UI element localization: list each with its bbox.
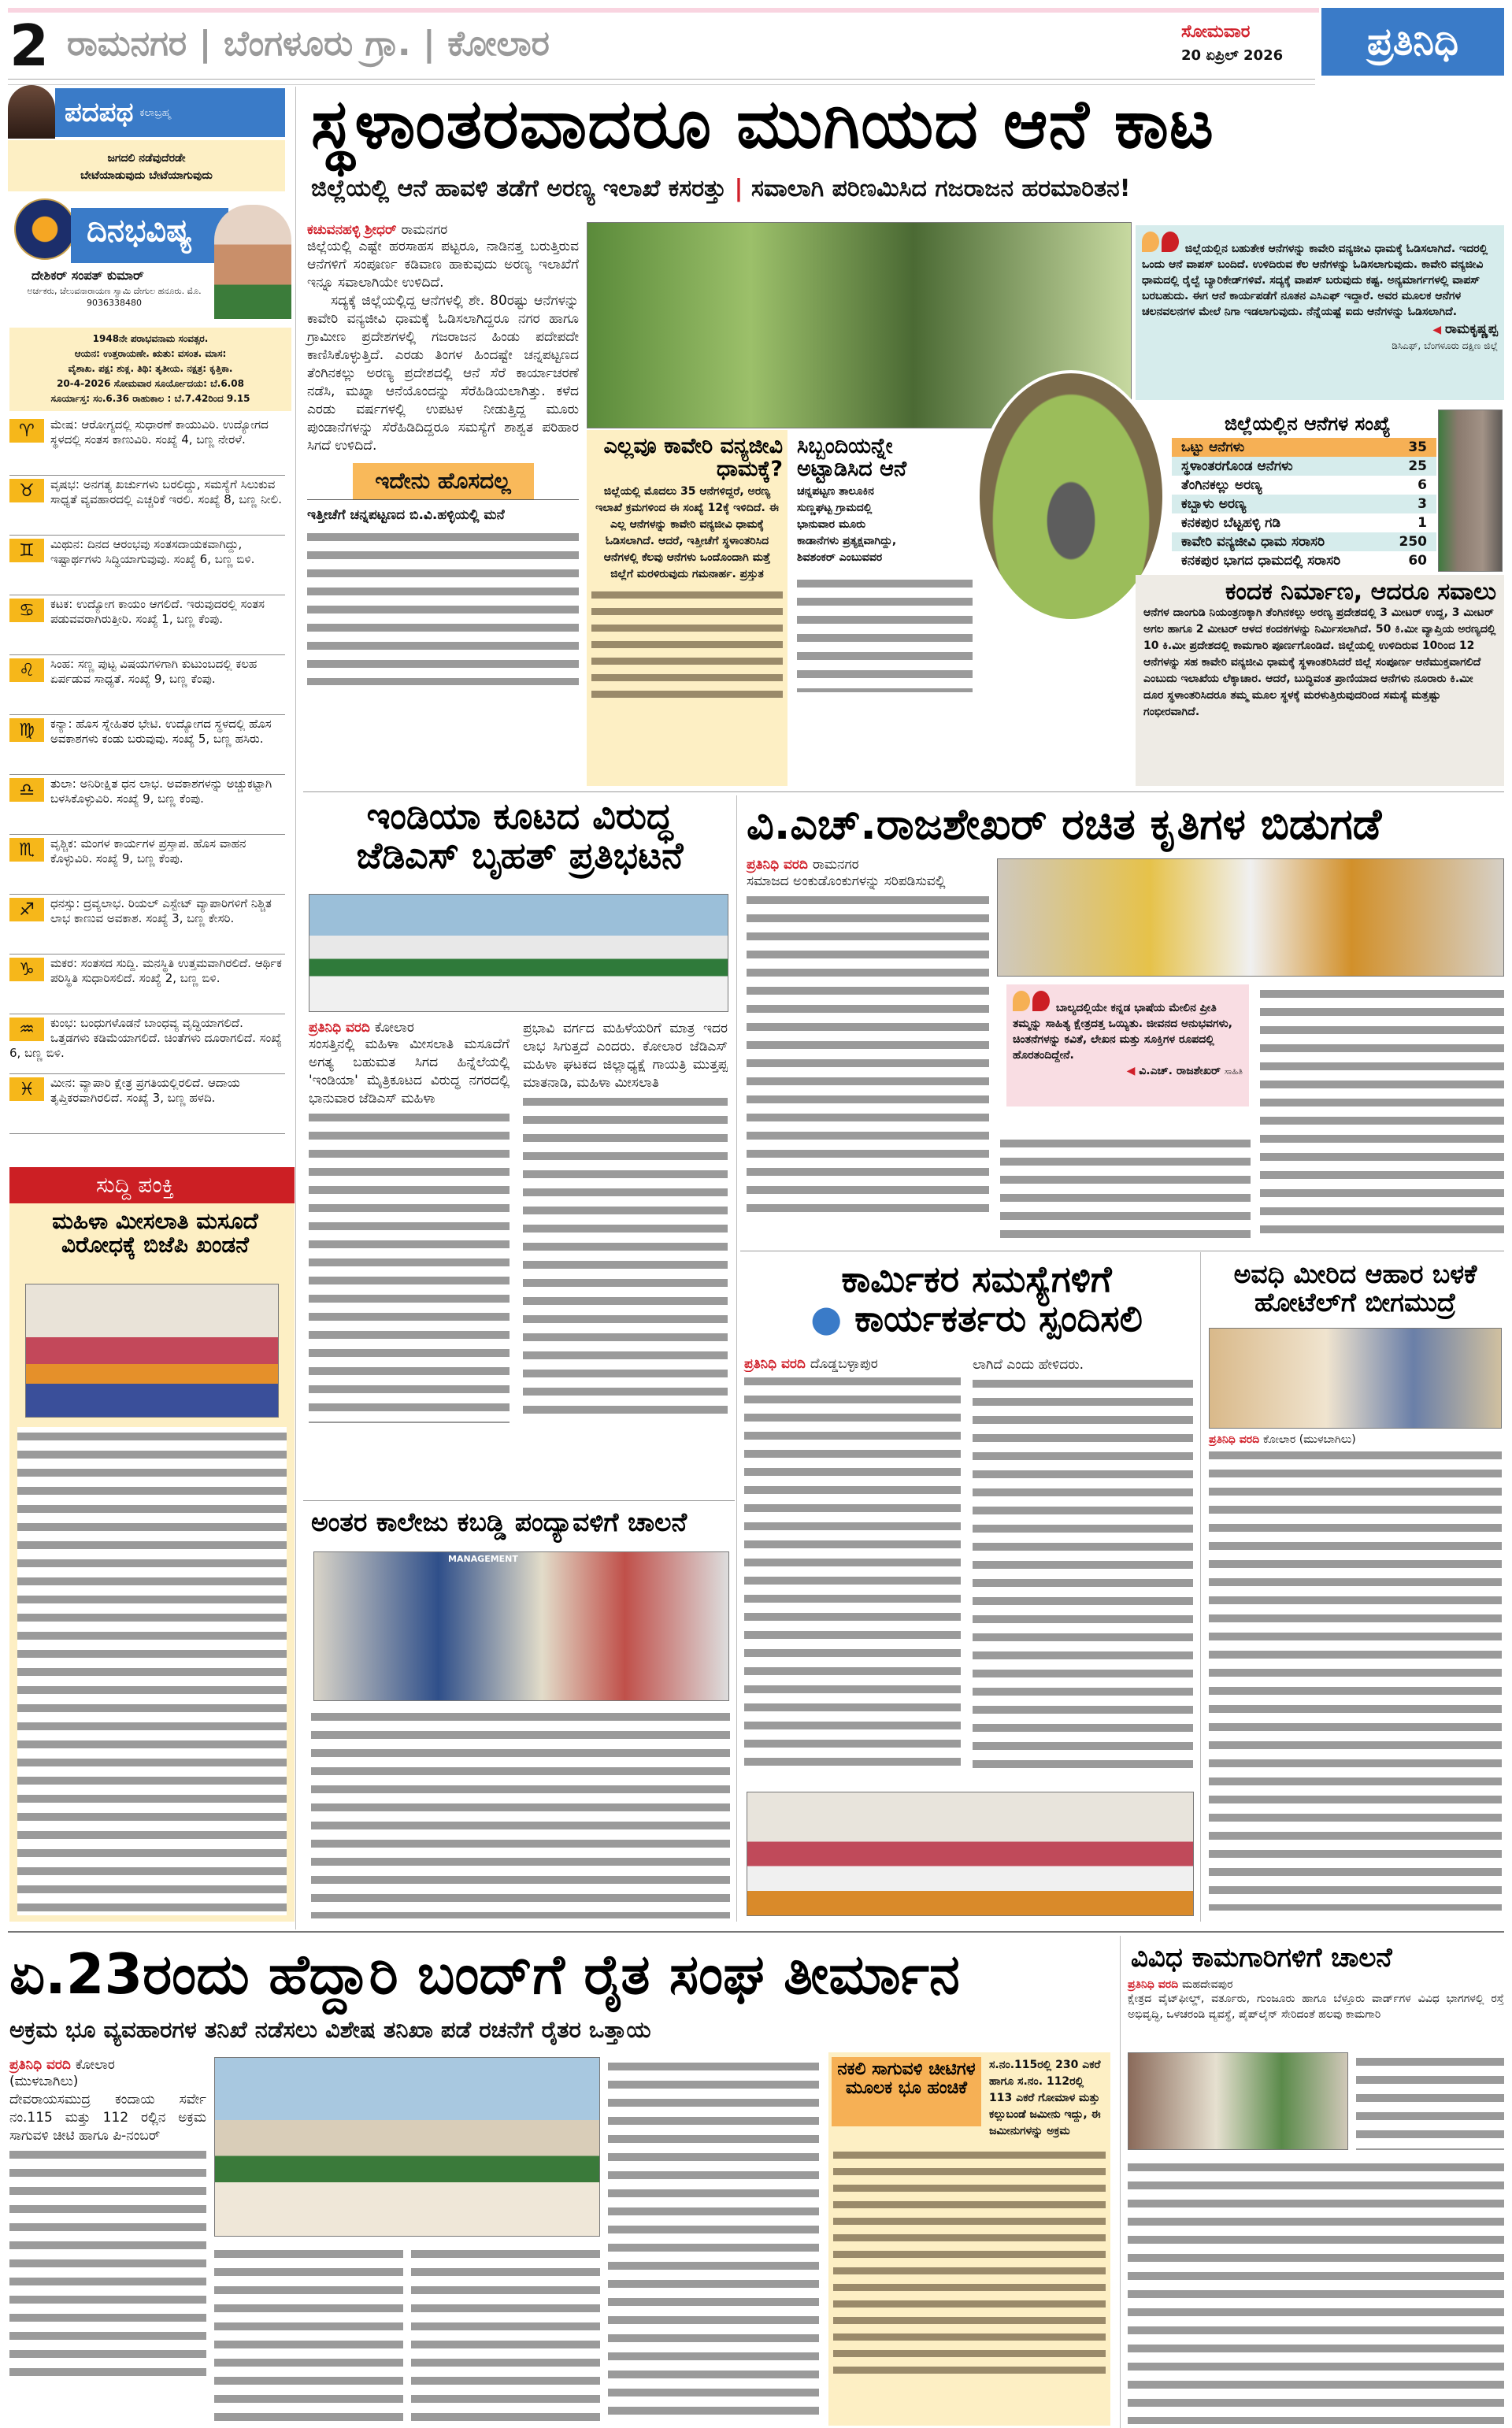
taurus-icon: ♉ bbox=[9, 479, 44, 502]
article-text bbox=[523, 1092, 728, 1423]
workers-meeting-photo bbox=[747, 1792, 1194, 1916]
quote-line: ಜಗದಲಿ ನಡೆವುದೆರಡೇ bbox=[107, 152, 186, 165]
cancer-icon: ♋ bbox=[9, 599, 44, 622]
zodiac-item bbox=[9, 895, 285, 955]
article-paragraph: ಇತ್ತೀಚೆಗೆ ಚನ್ನಪಟ್ಟಣದ ಬಿ.ವಿ.ಹಳ್ಳಿಯಲ್ಲಿ ಮನೆ bbox=[307, 507, 505, 523]
table-cell-value: 250 bbox=[1399, 534, 1427, 550]
table-cell-value: 25 bbox=[1408, 458, 1427, 474]
quote-author-title: ಡಿಸಿಎಫ್, ಬೆಂಗಳೂರು ದಕ್ಷಿಣ ಜಿಲ್ಲೆ bbox=[1392, 340, 1498, 351]
article-text bbox=[973, 1374, 1193, 1776]
zodiac-item bbox=[9, 835, 285, 895]
section-title: ರಾಮನಗರ | ಬೆಂಗಳೂರು ಗ್ರಾ. | ಕೋಲಾರ bbox=[67, 24, 550, 64]
avadhi-article bbox=[1209, 1433, 1502, 1911]
table-row bbox=[1172, 457, 1436, 476]
byline-place: ದೊಡ್ಡಬಳ್ಳಾಪುರ bbox=[810, 1356, 878, 1372]
byline bbox=[307, 222, 579, 238]
table-cell-label: ಕಬ್ಬಾಳು ಅರಣ್ಯ bbox=[1181, 496, 1247, 512]
column-divider bbox=[1120, 1936, 1121, 2428]
article-text bbox=[214, 2245, 403, 2424]
zodiac-item bbox=[9, 715, 285, 775]
article-text bbox=[608, 2057, 819, 2424]
rajashekar-headline: ವಿ.ಎಚ್.ರಾಜಶೇಖರ್ ರಚಿತ ಕೃತಿಗಳ ಬಿಡುಗಡೆ bbox=[747, 799, 1382, 849]
aries-icon: ♈ bbox=[9, 419, 44, 443]
works-inauguration-photo bbox=[1128, 2052, 1348, 2150]
article-text bbox=[591, 586, 783, 704]
horoscope-title: ದಿನಭವಿಷ್ಯ bbox=[87, 213, 192, 249]
india-article bbox=[309, 1020, 728, 1492]
zodiac-text: ಕಟಕ: ಉದ್ಯೋಗ ಕಾಯಂ ಆಗಲಿದೆ. ಇರುವುದರಲ್ಲಿ ಸಂತಸ ಪಡುವವರಾಗಿರುತ್ತೀರಿ. ಸಂಖ್ಯೆ 1, ಬಣ್ಣ ಕೆಂಪು. bbox=[50, 597, 265, 626]
quote-line: ಬೇಟೆಯಾಡುವುದು ಬೇಟೆಯಾಗುವುದು bbox=[80, 169, 213, 182]
pisces-icon: ♓ bbox=[9, 1077, 44, 1101]
padapatha-box bbox=[8, 85, 285, 191]
article-text bbox=[9, 2145, 206, 2382]
zodiac-item bbox=[9, 536, 285, 595]
side-box-text: ಜಿಲ್ಲೆಯಲ್ಲಿ ಮೊದಲು 35 ಆನೆಗಳಿದ್ದರೆ, ಅರಣ್ಯ ಇಲಾಖೆ ಕ್ರಮಗಳಿಂದ ಈ ಸಂಖ್ಯೆ 12ಕ್ಕೆ ಇಳಿದಿದೆ. ಈ ಎಲ್ಲ ಆನೆಗಳನ್ನು ಕಾವೇರಿ ವನ್ಯಜೀವಿ ಧಾಮಕ್ಕೆ ಓಡಿಸಲಾಗಿದೆ. ಆದರೆ, ಇತ್ತೀಚೆಗೆ ಸ್ಥಳಾಂತರಿಸಿದ ಆನೆಗಳಲ್ಲಿ ಕೆಲವು ಆನೆಗಳು ಒಂದೊಂದಾಗಿ ಮತ್ತೆ ಜಿಲ್ಲೆಗೆ ಮರಳಿರುವುದು ಗಮನಾರ್ಹ. ಪ್ರಸ್ತುತ bbox=[595, 485, 779, 581]
byline-place: ರಾಮನಗರ bbox=[812, 857, 859, 873]
article-text bbox=[307, 528, 579, 685]
article-paragraph: ಕ್ಷೇತ್ರದ ವೈಟ್‌ಫೀಲ್ಡ್, ವರ್ತೂರು, ಗುಂಜೂರು ಹಾಗೂ ಬೆಳ್ತೂರು ವಾರ್ಡ್‌ಗಳ ವಿವಿಧ ಭಾಗಗಳಲ್ಲಿ ರಸ್ತೆ ಅಭಿವೃದ್ಧಿ, ಒಳಚರಂಡಿ ವ್ಯವಸ್ಥೆ, ಪೈಪ್‌ಲೈನ್ ಸೇರಿದಂತೆ ಹಲವು ಕಾಮಗಾರಿ bbox=[1128, 1992, 1504, 2021]
byline-place: ಕೋಲಾರ bbox=[374, 1020, 414, 1036]
bandh-headline: ಏ.23ರಂದು ಹೆದ್ದಾರಿ ಬಂದ್‌ಗೆ ರೈತ ಸಂಘ ತೀರ್ಮಾನ bbox=[9, 1942, 960, 2007]
divider bbox=[303, 791, 1504, 792]
table-cell-label: ಕಾವೇರಿ ವನ್ಯಜೀವಿ ಧಾಮ ಸರಾಸರಿ bbox=[1181, 534, 1325, 550]
zodiac-text: ಕನ್ಯಾ: ಹೊಸ ಸ್ನೇಹಿತರ ಭೇಟಿ. ಉದ್ಯೋಗದ ಸ್ಥಳದಲ್ಲಿ ಹೊಸ ಅವಕಾಶಗಳು ಕಂಡು ಬರುವುವು. ಸಂಖ್ಯೆ 5, ಬಣ್ಣ ಹಸಿರು. bbox=[50, 717, 272, 746]
bjp-protest-photo bbox=[25, 1284, 279, 1418]
bandh-article bbox=[9, 2057, 206, 2382]
suddi-headline: ಮಹಿಳಾ ಮೀಸಲಾತಿ ಮಸೂದೆ ವಿರೋಧಕ್ಕೆ ಬಿಜೆಪಿ ಖಂಡನೆ bbox=[52, 1208, 258, 1258]
rajashekar-article bbox=[747, 857, 989, 1221]
quote-author: ರಾಮಕೃಷ್ಣಪ್ಪ bbox=[1445, 321, 1498, 337]
byline-name: ಪ್ರತಿನಿಧಿ ವರದಿ bbox=[1209, 1433, 1260, 1446]
box-title: ನಕಲಿ ಸಾಗುವಳಿ ಚೀಟಿಗಳ ಮೂಲಕ ಭೂ ಹಂಚಿಕೆ bbox=[832, 2057, 981, 2126]
byline-name: ಪ್ರತಿನಿಧಿ ವರದಿ bbox=[9, 2057, 71, 2073]
side-box-title: ಸಿಬ್ಬಂದಿಯನ್ನೇ ಅಟ್ಟಾಡಿಸಿದ ಆನೆ bbox=[797, 434, 907, 482]
quote-text: ಬಾಲ್ಯದಲ್ಲಿಯೇ ಕನ್ನಡ ಭಾಷೆಯ ಮೇಲಿನ ಪ್ರೀತಿ ತಮ್ಮನ್ನು ಸಾಹಿತ್ಯ ಕ್ಷೇತ್ರದತ್ತ ಒಯ್ಯಿತು. ಜೀವನದ ಅನುಭವಗಳು, ಚಿಂತನೆಗಳನ್ನು ಕವಿತೆ, ಲೇಖನ ಮತ್ತು ಸೂಕ್ತಿಗಳ ರೂಪದಲ್ಲಿ ಹೊರತಂದಿದ್ದೇನೆ. bbox=[1013, 1002, 1232, 1062]
zodiac-text: ಕುಂಭ: ಬಂಧುಗಳೊಡನೆ ಬಾಂಧವ್ಯ ವೃದ್ಧಿಯಾಗಲಿದೆ. ಒತ್ತಡಗಳು ಕಡಿಮೆಯಾಗಲಿದೆ. ಚಿಂತೆಗಳು ದೂರಾಗಲಿದೆ. ಸಂಖ್ಯೆ 6, ಬಣ್ಣ ಬಿಳಿ. bbox=[9, 1016, 282, 1060]
panchanga-line: ಸೂರ್ಯಾಸ್ತ: ಸಂ.6.36 ರಾಹುಕಾಲ : ಬೆ.7.42ರಿಂದ 9.15 bbox=[50, 393, 250, 404]
trench-text: ಆನೆಗಳ ದಾಂಗುಡಿ ನಿಯಂತ್ರಣಕ್ಕಾಗಿ ತೆಂಗಿನಕಲ್ಲು ಅರಣ್ಯ ಪ್ರದೇಶದಲ್ಲಿ 3 ಮೀಟರ್ ಉದ್ದ, 3 ಮೀಟರ್ ಅಗಲ ಹಾಗೂ 2 ಮೀಟರ್ ಆಳದ ಕಂದಕಗಳನ್ನು ನಿರ್ಮಿಸಲಾಗಿದೆ. 50 ಕಿ.ಮೀ ವ್ಯಾಪ್ತಿಯ ಅರಣ್ಯದಲ್ಲಿ 10 ಕಿ.ಮೀ ಪ್ರದೇಶದಲ್ಲಿ ಕಾಮಗಾರಿ ಪೂರ್ಣಗೊಂಡಿದೆ. ಜಿಲ್ಲೆಯಲ್ಲಿ ಉಳಿದಿರುವ 10ರಿಂದ 12 ಆನೆಗಳನ್ನು ಸಹ ಕಾವೇರಿ ವನ್ಯಜೀವಿ ಧಾಮಕ್ಕೆ ಸ್ಥಳಾಂತರಿಸಿದರೆ ಜಿಲ್ಲೆ ಸಂಪೂರ್ಣ ಆನೆಮುಕ್ತವಾಗಲಿದೆ ಎಂಬುದು ಇಲಾಖೆಯ ಲೆಕ್ಕಾಚಾರ. ಆದರೆ, ಬುದ್ಧಿವಂತ ಪ್ರಾಣಿಯಾದ ಆನೆಗಳು ನೂರಾರು ಕಿ.ಮೀ ದೂರ ಸ್ಥಳಾಂತರಿಸಿದರೂ ತಮ್ಮ ಮೂಲ ಸ್ಥಳಕ್ಕೆ ಮರಳುತ್ತಿರುವುದರಿಂದ ಸಮಸ್ಯೆ ಮತ್ತಷ್ಟು ಗಂಭೀರವಾಗಿದೆ. bbox=[1143, 606, 1496, 719]
byline bbox=[1128, 1978, 1504, 1991]
byline-name: ಪ್ರತಿನಿಧಿ ವರದಿ bbox=[744, 1356, 806, 1372]
zodiac-item bbox=[9, 595, 285, 655]
quote-author-title: ಸಾಹಿತಿ bbox=[1224, 1066, 1243, 1077]
divider bbox=[303, 1500, 735, 1501]
panchanga-box bbox=[9, 328, 291, 411]
book-release-photo bbox=[997, 858, 1504, 977]
article-text bbox=[1128, 2158, 1504, 2424]
table-cell-label: ಒಟ್ಟು ಆನೆಗಳು bbox=[1181, 439, 1245, 455]
zodiac-item bbox=[9, 775, 285, 835]
zodiac-text: ತುಲಾ: ಅನಿರೀಕ್ಷಿತ ಧನ ಲಾಭ. ಅವಕಾಶಗಳನ್ನು ಅಚ್ಚುಕಟ್ಟಾಗಿ ಬಳಸಿಕೊಳ್ಳುವಿರಿ. ಸಂಖ್ಯೆ 9, ಬಣ್ಣ ಕೆಂಪು. bbox=[50, 777, 272, 806]
elephant-count-table bbox=[1172, 438, 1436, 570]
table-cell-value: 60 bbox=[1408, 553, 1427, 569]
header-rule bbox=[8, 8, 1319, 13]
trench-box bbox=[1136, 575, 1504, 786]
zodiac-text: ಮಕರ: ಸಂತಸದ ಸುದ್ದಿ. ಮನಸ್ಥಿತಿ ಉತ್ತಮವಾಗಿರಲಿದೆ. ಆರ್ಥಿಕ ಪರಿಸ್ಥಿತಿ ಸುಧಾರಿಸಲಿದೆ. ಸಂಖ್ಯೆ 2, ಬಣ್ಣ ಬಿಳಿ. bbox=[50, 956, 282, 985]
box-title: ಇದೇನು ಹೊಸದಲ್ಲ bbox=[353, 463, 534, 499]
zodiac-text: ವೃಶ್ಚಿಕ: ಮಂಗಳ ಕಾರ್ಯಗಳ ಪ್ರಸ್ತಾಪ. ಹೊಸ ವಾಹನ ಕೊಳ್ಳುವಿರಿ. ಸಂಖ್ಯೆ 9, ಬಣ್ಣ ಕೆಂಪು. bbox=[50, 836, 246, 866]
table-cell-value: 35 bbox=[1408, 439, 1427, 455]
article-text bbox=[411, 2245, 600, 2424]
divider bbox=[8, 79, 1315, 80]
byline-name: ಪ್ರತಿನಿಧಿ ವರದಿ bbox=[747, 857, 808, 873]
zodiac-text: ವೃಷಭ: ಅನಗತ್ಯ ಖರ್ಚುಗಳು ಬರಲಿದ್ದು, ಸಮಸ್ಯೆಗೆ ಸಿಲುಕುವ ಸಾಧ್ಯತೆ ವ್ಯವಹಾರದಲ್ಲಿ ಎಚ್ಚರಿಕೆ ಇರಲಿ. ಸಂಖ್ಯೆ 8, ಬಣ್ಣ ನೀಲಿ. bbox=[50, 477, 282, 506]
table-cell-value: 1 bbox=[1418, 515, 1427, 531]
zodiac-item bbox=[9, 1074, 285, 1134]
column-divider bbox=[736, 795, 737, 1922]
byline-name: ಪ್ರತಿನಿಧಿ ವರದಿ bbox=[1128, 1978, 1179, 1991]
quote-icon bbox=[1142, 232, 1159, 252]
table-cell-label: ಸ್ಥಳಾಂತರಗೊಂಡ ಆನೆಗಳು bbox=[1181, 458, 1293, 474]
padapatha-header bbox=[55, 88, 285, 137]
table-row bbox=[1172, 476, 1436, 495]
subhead-part: ಜಿಲ್ಲೆಯಲ್ಲಿ ಆನೆ ಹಾವಳಿ ತಡೆಗೆ ಅರಣ್ಯ ಇಲಾಖೆ ಕಸರತ್ತು bbox=[311, 175, 727, 202]
quote-author: ವಿ.ಎಚ್. ರಾಜಶೇಖರ್ bbox=[1139, 1065, 1221, 1077]
headline-accent: ● bbox=[810, 1296, 843, 1340]
astrologer-name: ದೇಶಿಕರ್ ಸಂಪತ್ ಕುಮಾರ್ bbox=[32, 268, 144, 283]
subhead-part: ಸವಾಲಾಗಿ ಪರಿಣಮಿಸಿದ ಗಜರಾಜನ ಹರಮಾರಿತನ! bbox=[750, 175, 1131, 202]
horoscope-section bbox=[8, 198, 291, 1155]
headline-line: ಕಾರ್ಮಿಕರ ಸಮಸ್ಯೆಗಳಿಗೆ bbox=[841, 1258, 1112, 1300]
box-text: ಸ.ನಂ.115ರಲ್ಲಿ 230 ಎಕರೆ ಹಾಗೂ ಸ.ನಂ. 112ರಲ್ಲಿ 113 ಎಕರೆ ಗೋಮಾಳ ಮತ್ತು ಕಲ್ಲುಬಂಡೆ ಜಮೀನು ಇದ್ದು, ಈ ಜಮೀನುಗಳನ್ನು ಅಕ್ರಮ bbox=[989, 2059, 1101, 2137]
padapatha-author: ಕಲಾಬ್ರಹ್ಮ bbox=[139, 106, 171, 119]
suddi-pankti-label: ಸುದ್ದಿ ಪಂಕ್ತಿ bbox=[9, 1167, 295, 1203]
article-text bbox=[747, 891, 989, 1221]
lead-column bbox=[307, 222, 579, 785]
article-text bbox=[797, 574, 973, 692]
table-cell-value: 3 bbox=[1418, 496, 1427, 512]
lead-subhead: ಜಿಲ್ಲೆಯಲ್ಲಿ ಆನೆ ಹಾವಳಿ ತಡೆಗೆ ಅರಣ್ಯ ಇಲಾಖೆ ಕಸರತ್ತು | ಸವಾಲಾಗಿ ಪರಿಣಮಿಸಿದ ಗಜರಾಜನ ಹರಮಾರಿತನ! bbox=[311, 175, 1131, 202]
astrologer-photo bbox=[214, 205, 291, 319]
side-box-title: ಎಲ್ಲವೂ ಕಾವೇರಿ ವನ್ಯಜೀವಿ ಧಾಮಕ್ಕೆ? bbox=[603, 434, 783, 482]
article-paragraph: ದೇವರಾಯಸಮುದ್ರ ಕಂದಾಯ ಸರ್ವೇ ನಂ.115 ಮತ್ತು 112 ರಲ್ಲಿನ ಅಕ್ರಮ ಸಾಗುವಳಿ ಚೀಟಿ ಹಾಗೂ ಪಿ-ನಂಬರ್ bbox=[9, 2092, 206, 2144]
table-row bbox=[1172, 551, 1436, 570]
article-paragraph: ಲಾಗಿದೆ ಎಂದು ಹೇಳಿದರು. bbox=[973, 1357, 1084, 1373]
zodiac-text: ಮೇಷ: ಆರೋಗ್ಯದಲ್ಲಿ ಸುಧಾರಣೆ ಕಾಯುವಿರಿ. ಉದ್ಯೋಗದ ಸ್ಥಳದಲ್ಲಿ ಸಂತಸ ಕಾಣುವಿರಿ. ಸಂಖ್ಯೆ 4, ಬಣ್ಣ ನೇರಳೆ. bbox=[50, 417, 269, 447]
byline bbox=[1209, 1433, 1502, 1446]
article-text bbox=[744, 1372, 961, 1774]
article-text bbox=[311, 1707, 730, 1918]
vividha-article bbox=[1128, 1978, 1504, 2022]
article-text bbox=[1209, 1446, 1502, 1911]
aquarius-icon: ♒ bbox=[9, 1018, 44, 1041]
columnist-photo bbox=[8, 85, 55, 139]
zodiac-item bbox=[9, 476, 285, 536]
article-paragraph: ಸದ್ಯಕ್ಕೆ ಜಿಲ್ಲೆಯಲ್ಲಿದ್ದ ಆನೆಗಳಲ್ಲಿ ಶೇ. 80ರಷ್ಟು ಆನೆಗಳನ್ನು ಕಾವೇರಿ ವನ್ಯಜೀವಿ ಧಾಮಕ್ಕೆ ಓಡಿಸಲಾಗಿದ್ದರೂ ನಗರ ಹಾಗೂ ಗ್ರಾಮೀಣ ಪ್ರದೇಶಗಳಲ್ಲಿ ಗಜರಾಜನ ಹಿಂಡು ಪದೇಪದೇ ಕಾಣಿಸಿಕೊಳ್ಳುತ್ತಿದೆ. ಎರಡು ತಿಂಗಳ ಹಿಂದಷ್ಟೇ ಚನ್ನಪಟ್ಟಣದ ತೆಂಗಿನಕಲ್ಲು ಅರಣ್ಯ ಪ್ರದೇಶದಲ್ಲಿ ಆನೆ ಸೆರೆ ಕಾರ್ಯಾಚರಣೆ ನಡೆಸಿ, ಮಖ್ನಾ ಆನೆಯೊಂದನ್ನು ಸೆರೆಹಿಡಿಯಲಾಗಿತ್ತು. ಕಳೆದ ಎರಡು ವರ್ಷಗಳಲ್ಲಿ ಉಪಟಳ ನೀಡುತ್ತಿದ್ದ ಮೂರು ಪುಂಡಾನೆಗಳನ್ನು ಸೆರೆಹಿಡಿದಿದ್ದರೂ ಸಮಸ್ಯೆಗೆ ಶಾಶ್ವತ ಪರಿಹಾರ ಸಿಗದೆ ಉಳಿದಿದೆ. bbox=[307, 293, 579, 454]
article-paragraph: ಜಿಲ್ಲೆಯಲ್ಲಿ ಎಷ್ಟೇ ಹರಸಾಹಸ ಪಟ್ಟರೂ, ನಾಡಿನತ್ತ ಬರುತ್ತಿರುವ ಆನೆಗಳಿಗೆ ಸಂಪೂರ್ಣ ಕಡಿವಾಣ ಹಾಕುವುದು ಅರಣ್ಯ ಇಲಾಖೆಗೆ ಇನ್ನೂ ಸವಾಲಾಗಿಯೇ ಉಳಿದಿದೆ. bbox=[307, 239, 579, 291]
byline-place: ಮಹದೇವಪುರ bbox=[1182, 1978, 1233, 1991]
weekday: ಸೋಮವಾರ bbox=[1181, 22, 1251, 42]
table-cell-label: ತೆಂಗಿನಕಲ್ಲು ಅರಣ್ಯ bbox=[1181, 477, 1262, 493]
sagittarius-icon: ♐ bbox=[9, 898, 44, 921]
zodiac-text: ಧನಸ್ಸು: ದ್ರವ್ಯಲಾಭ. ರಿಯಲ್ ಎಸ್ಟೇಟ್ ವ್ಯಾಪಾರಿಗಳಿಗೆ ನಿಶ್ಚಿತ ಲಾಭ ಕಾಣುವ ಅವಕಾಶ. ಸಂಖ್ಯೆ 3, ಬಣ್ಣ ಕೇಸರಿ. bbox=[50, 896, 272, 925]
article-paragraph: ಸಮಾಜದ ಅಂಕುಡೊಂಕುಗಳನ್ನು ಸರಿಪಡಿಸುವಲ್ಲಿ bbox=[747, 873, 946, 889]
byline bbox=[309, 1020, 510, 1036]
byline-place: ರಾಮನಗರ bbox=[401, 222, 448, 238]
trench-title: ಕಂದಕ ನಿರ್ಮಾಣ, ಆದರೂ ಸವಾಲು bbox=[1225, 578, 1496, 606]
padapatha-quote bbox=[8, 140, 285, 191]
panchanga-line: 20-4-2026 ಸೋಮವಾರ ಸೂರ್ಯೋದಯ: ಬೆ.6.08 bbox=[57, 378, 244, 389]
article-text bbox=[1356, 2052, 1504, 2150]
side-box-kaveri bbox=[587, 430, 788, 786]
capricorn-icon: ♑ bbox=[9, 958, 44, 981]
astrologer-info: ಅರ್ಚಕರು, ಚೆಲುವನಾರಾಯಣ ಸ್ವಾಮಿ ದೇಗುಲ ಹನೂರು. ಮೊ. 9036338480 bbox=[27, 286, 202, 308]
zodiac-item bbox=[9, 416, 285, 476]
zodiac-item bbox=[9, 955, 285, 1014]
zodiac-text: ಸಿಂಹ: ಸಣ್ಣ ಪುಟ್ಟ ವಿಷಯಗಳಿಗಾಗಿ ಕುಟುಂಬದಲ್ಲಿ ಕಲಹ ಏರ್ಪಡುವ ಸಾಧ್ಯತೆ. ಸಂಖ್ಯೆ 9, ಬಣ್ಣ ಕೆಂಪು. bbox=[50, 657, 258, 686]
table-row bbox=[1172, 532, 1436, 551]
article-text bbox=[17, 1427, 287, 1915]
divider bbox=[8, 1931, 1504, 1933]
avadhi-headline: ಅವಧಿ ಮೀರಿದ ಆಹಾರ ಬಳಕೆ ಹೋಟೆಲ್‌ಗೆ ಬೀಗಮುದ್ರೆ bbox=[1233, 1258, 1477, 1318]
scorpio-icon: ♏ bbox=[9, 838, 44, 862]
zodiac-item bbox=[9, 1014, 285, 1074]
column-divider bbox=[295, 87, 296, 1929]
issue-date: 20 ಏಪ್ರಿಲ್ 2026 bbox=[1181, 47, 1284, 64]
divider bbox=[307, 499, 579, 500]
quote-icon bbox=[1013, 991, 1030, 1011]
jds-protest-photo bbox=[309, 894, 728, 1012]
article-paragraph: ಪ್ರಭಾವಿ ವರ್ಗದ ಮಹಿಳೆಯರಿಗೆ ಮಾತ್ರ ಇದರ ಲಾಭ ಸಿಗುತ್ತದೆ ಎಂದರು. ಕೋಲಾರ ಜೆಡಿಎಸ್ ಮಹಿಳಾ ಘಟಕದ ಜಿಲ್ಲಾಧ್ಯಕ್ಷೆ ಗಾಯತ್ರಿ ಮುತ್ತಪ್ಪ ಮಾತನಾಡಿ, ಮಹಿಳಾ ಮೀಸಲಾತಿ bbox=[523, 1021, 728, 1091]
article-text bbox=[1260, 984, 1504, 1243]
byline-place: ಕೋಲಾರ (ಮುಳಬಾಗಿಲು) bbox=[1263, 1433, 1356, 1446]
panchanga-line: 1948ನೇ ಪರಾಭವನಾಮ ಸಂವತ್ಸರ. bbox=[92, 333, 209, 344]
banner-text: MANAGEMENT bbox=[448, 1554, 518, 1564]
table-cell-value: 6 bbox=[1418, 477, 1427, 493]
column-divider bbox=[1200, 1252, 1201, 1922]
gemini-icon: ♊ bbox=[9, 539, 44, 562]
zodiac-list bbox=[0, 416, 291, 1134]
rajashekar-quote-box: ಬಾಲ್ಯದಲ್ಲಿಯೇ ಕನ್ನಡ ಭಾಷೆಯ ಮೇಲಿನ ಪ್ರೀತಿ ತಮ್ಮನ್ನು ಸಾಹಿತ್ಯ ಕ್ಷೇತ್ರದತ್ತ ಒಯ್ಯಿತು. ಜೀವನದ ಅನುಭವಗಳು, ಚಿಂತನೆಗಳನ್ನು ಕವಿತೆ, ಲೇಖನ ಮತ್ತು ಸೂಕ್ತಿಗಳ ರೂಪದಲ್ಲಿ ಹೊರತಂದಿದ್ದೇನೆ. ◀ ವಿ.ಎಚ್. ರಾಜಶೇಖರ್ ಸಾಹಿತಿ bbox=[1006, 984, 1249, 1107]
zodiac-wheel-icon bbox=[14, 198, 76, 260]
side-box-text: ಚನ್ನಪಟ್ಟಣ ತಾಲೂಕಿನ ಸುಣ್ಣಘಟ್ಟ ಗ್ರಾಮದಲ್ಲಿ ಭಾನುವಾರ ಮೂರು ಕಾಡಾನೆಗಳು ಪ್ರತ್ಯಕ್ಷವಾಗಿದ್ದು, ಶಿವಶಂಕರ್ ಎಂಬುವವರ bbox=[797, 485, 897, 565]
padapatha-title: ಪದಪಥ bbox=[65, 97, 134, 128]
table-row bbox=[1172, 438, 1436, 457]
dcf-quote-box: ಜಿಲ್ಲೆಯಲ್ಲಿನ ಬಹುತೇಕ ಆನೆಗಳನ್ನು ಕಾವೇರಿ ವನ್ಯಜೀವಿ ಧಾಮಕ್ಕೆ ಓಡಿಸಲಾಗಿದೆ. ಇದರಲ್ಲಿ ಒಂದು ಆನೆ ವಾಪಸ್ ಬಂದಿದೆ. ಉಳಿದಿರುವ ಕೆಲ ಆನೆಗಳನ್ನು ಓಡಿಸಲಾಗುವುದು. ಕಾವೇರಿ ವನ್ಯಜೀವಿ ಧಾಮದಲ್ಲಿ ರೈಲ್ವೆ ಬ್ಯಾರಿಕೇಡ್‌ಗಳಿವೆ. ಸದ್ಯಕ್ಕೆ ವಾಪಸ್ ಬರುವುದು ಕಷ್ಟ. ಅನ್ಯಮಾರ್ಗಗಳಲ್ಲಿ ವಾಪಸ್ ಬರಬಹುದು. ಈಗ ಆನೆ ಕಾರ್ಯಪಡೆಗೆ ನೂತನ ಎಸಿಎಫ್ ಇದ್ದಾರೆ. ಅವರ ಮೂಲಕ ಆನೆಗಳ ಚಲನವಲನಗಳ ಮೇಲೆ ನಿಗಾ ಇಡಲಾಗುವುದು. ನೆನ್ನೆಯಷ್ಟೆ ಐದು ಆನೆಗಳನ್ನು ಓಡಿಸಲಾಗಿದೆ. ◀ ರಾಮಕೃಷ್ಣಪ್ಪ ಡಿಸಿಎಫ್, ಬೆಂಗಳೂರು ದಕ್ಷಿಣ ಜಿಲ್ಲೆ bbox=[1136, 225, 1504, 400]
lead-headline: ಸ್ಥಳಾಂತರವಾದರೂ ಮುಗಿಯದ ಆನೆ ಕಾಟ bbox=[311, 85, 1214, 164]
table-cell-label: ಕನಕಪುರ ಬೆಟ್ಟಹಳ್ಳಿ ಗಡಿ bbox=[1181, 515, 1281, 531]
headline-line: ಕಾರ್ಯಕರ್ತರು ಸ್ಪಂದಿಸಲಿ bbox=[854, 1296, 1143, 1340]
virgo-icon: ♍ bbox=[9, 718, 44, 742]
fake-pattas-box bbox=[828, 2052, 1110, 2426]
side-box-staff bbox=[792, 430, 977, 786]
karmika-headline bbox=[756, 1260, 1197, 1338]
byline bbox=[744, 1356, 961, 1372]
kabaddi-inauguration-photo bbox=[313, 1551, 729, 1701]
elephant-photo bbox=[1438, 410, 1503, 572]
byline-name: ಪ್ರತಿನಿಧಿ ವರದಿ bbox=[309, 1020, 370, 1036]
leo-icon: ♌ bbox=[9, 658, 44, 682]
farmers-meeting-photo bbox=[214, 2057, 600, 2237]
article-paragraph: ಸಂಸತ್ತಿನಲ್ಲಿ ಮಹಿಳಾ ಮೀಸಲಾತಿ ಮಸೂದೆಗೆ ಅಗತ್ಯ ಬಹುಮತ ಸಿಗದ ಹಿನ್ನೆಲೆಯಲ್ಲಿ 'ಇಂಡಿಯಾ' ಮೈತ್ರಿಕೂಟದ ವಿರುದ್ಧ ನಗರದಲ್ಲಿ ಭಾನುವಾರ ಜೆಡಿಎಸ್ ಮಹಿಳಾ bbox=[309, 1036, 510, 1107]
byline-place-sub: (ಮುಳಬಾಗಿಲು) bbox=[9, 2074, 79, 2089]
libra-icon: ♎ bbox=[9, 778, 44, 802]
vividha-headline: ವಿವಿಧ ಕಾಮಗಾರಿಗಳಿಗೆ ಚಾಲನೆ bbox=[1131, 1942, 1392, 1974]
byline-name: ಕಚುವನಹಳ್ಳಿ ಶ್ರೀಧರ್ bbox=[307, 222, 397, 238]
bandh-subhead: ಅಕ್ರಮ ಭೂ ವ್ಯವಹಾರಗಳ ತನಿಖೆ ನಡೆಸಲು ವಿಶೇಷ ತನಿಖಾ ಪಡೆ ರಚನೆಗೆ ರೈತರ ಒತ್ತಾಯ bbox=[9, 2016, 651, 2043]
panchanga-line: ವೈಶಾಖ. ಪಕ್ಷ: ಶುಕ್ಲ. ತಿಥಿ: ತೃತೀಯ. ನಕ್ಷತ್ರ: ಕೃತ್ತಿಕಾ. bbox=[68, 363, 233, 374]
byline bbox=[9, 2057, 206, 2073]
panchanga-line: ಆಯನ: ಉತ್ತರಾಯಣೇ. ಋತು: ವಸಂತ. ಮಾಸ: bbox=[74, 348, 227, 359]
quote-text: ಜಿಲ್ಲೆಯಲ್ಲಿನ ಬಹುತೇಕ ಆನೆಗಳನ್ನು ಕಾವೇರಿ ವನ್ಯಜೀವಿ ಧಾಮಕ್ಕೆ ಓಡಿಸಲಾಗಿದೆ. ಇದರಲ್ಲಿ ಒಂದು ಆನೆ ವಾಪಸ್ ಬಂದಿದೆ. ಉಳಿದಿರುವ ಕೆಲ ಆನೆಗಳನ್ನು ಓಡಿಸಲಾಗುವುದು. ಕಾವೇರಿ ವನ್ಯಜೀವಿ ಧಾಮದಲ್ಲಿ ರೈಲ್ವೆ ಬ್ಯಾರಿಕೇಡ್‌ಗಳಿವೆ. ಸದ್ಯಕ್ಕೆ ವಾಪಸ್ ಬರುವುದು ಕಷ್ಟ. ಅನ್ಯಮಾರ್ಗಗಳಲ್ಲಿ ವಾಪಸ್ ಬರಬಹುದು. ಈಗ ಆನೆ ಕಾರ್ಯಪಡೆಗೆ ನೂತನ ಎಸಿಎಫ್ ಇದ್ದಾರೆ. ಅವರ ಮೂಲಕ ಆನೆಗಳ ಚಲನವಲನಗಳ ಮೇಲೆ ನಿಗಾ ಇಡಲಾಗುವುದು. ನೆನ್ನೆಯಷ್ಟೆ ಐದು ಆನೆಗಳನ್ನು ಓಡಿಸಲಾಗಿದೆ. bbox=[1142, 243, 1488, 318]
kabaddi-headline: ಅಂತರ ಕಾಲೇಜು ಕಬಡ್ಡಿ ಪಂದ್ಯಾವಳಿಗೆ ಚಾಲನೆ bbox=[311, 1507, 687, 1537]
table-row bbox=[1172, 513, 1436, 532]
byline bbox=[747, 857, 989, 873]
quote-icon bbox=[1032, 991, 1050, 1011]
quote-icon bbox=[1162, 232, 1179, 252]
elephant-table-title: ಜಿಲ್ಲೆಯಲ್ಲಿನ ಆನೆಗಳ ಸಂಖ್ಯೆ bbox=[1225, 413, 1391, 435]
article-text bbox=[1000, 1134, 1251, 1243]
zodiac-item bbox=[9, 655, 285, 715]
india-headline: ಇಂಡಿಯಾ ಕೂಟದ ವಿರುದ್ಧ ಜೆಡಿಎಸ್ ಬೃಹತ್ ಪ್ರತಿಭಟನೆ bbox=[356, 795, 684, 877]
hotel-inspection-photo bbox=[1209, 1328, 1502, 1429]
zodiac-text: ಮಿಥುನ: ದಿನದ ಆರಂಭವು ಸಂತಸದಾಯಕವಾಗಿದ್ದು, ಇಷ್ಟಾರ್ಥಗಳು ಸಿದ್ಧಿಯಾಗುವುವು. ಸಂಖ್ಯೆ 6, ಬಣ್ಣ ಬಿಳಿ. bbox=[50, 537, 255, 566]
table-cell-label: ಕನಕಪುರ ಭಾಗದ ಧಾಮದಲ್ಲಿ ಸರಾಸರಿ bbox=[1181, 553, 1341, 569]
zodiac-text: ಮೀನ: ವ್ಯಾಪಾರಿ ಕ್ಷೇತ್ರ ಪ್ರಗತಿಯಲ್ಲಿರಲಿದೆ. ಆದಾಯ ತೃಪ್ತಿಕರವಾಗಿರಲಿದೆ. ಸಂಖ್ಯೆ 3, ಬಣ್ಣ ಹಳದಿ. bbox=[50, 1076, 240, 1105]
article-text bbox=[309, 1108, 510, 1423]
page-number: 2 bbox=[9, 13, 50, 79]
suddi-pankti-box bbox=[9, 1167, 295, 1922]
byline-place: ಕೋಲಾರ bbox=[75, 2057, 115, 2073]
table-row bbox=[1172, 495, 1436, 513]
article-text bbox=[833, 2146, 1106, 2382]
masthead-logo[interactable]: ಪ್ರತಿನಿಧಿ bbox=[1321, 8, 1504, 76]
